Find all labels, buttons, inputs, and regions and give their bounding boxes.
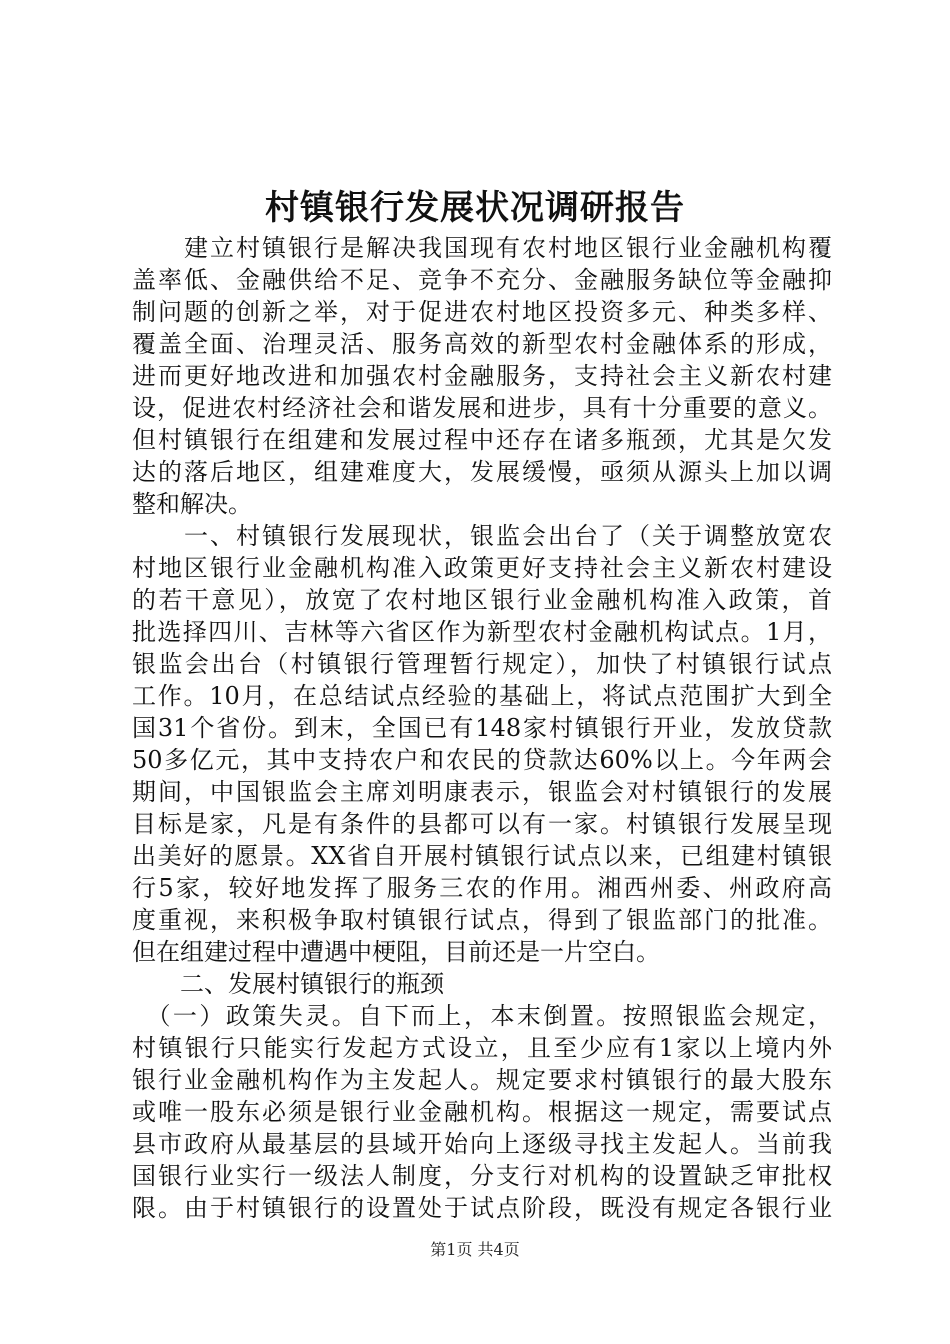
page-footer: 第1页 共4页 [430, 1240, 520, 1259]
body-line: 工作。10月，在总结试点经验的基础上，将试点范围扩大到全 [132, 682, 832, 710]
body-line: 出美好的愿景。XX省自开展村镇银行试点以来，已组建村镇银 [132, 842, 832, 870]
body-line: 行5家，较好地发挥了服务三农的作用。湘西州委、州政府高 [132, 874, 832, 902]
document-title: 村镇银行发展状况调研报告 [265, 188, 685, 228]
body-line: 期间，中国银监会主席刘明康表示，银监会对村镇银行的发展 [132, 778, 832, 806]
body-line: 县市政府从最基层的县域开始向上逐级寻找主发起人。当前我 [132, 1130, 832, 1158]
body-line: 银行业金融机构作为主发起人。规定要求村镇银行的最大股东 [132, 1066, 832, 1094]
body-line: 覆盖全面、治理灵活、服务高效的新型农村金融体系的形成， [132, 330, 832, 358]
body-line: 达的落后地区，组建难度大，发展缓慢，亟须从源头上加以调 [132, 458, 832, 486]
body-line: 银监会出台（村镇银行管理暂行规定），加快了村镇银行试点 [132, 650, 832, 678]
document-body [132, 232, 832, 1224]
body-line: （一）政策失灵。自下而上，本末倒置。按照银监会规定， [132, 1002, 832, 1030]
body-line: 二、发展村镇银行的瓶颈 [132, 970, 444, 998]
body-line: 批选择四川、吉林等六省区作为新型农村金融机构试点。1月， [132, 618, 832, 646]
body-line: 50多亿元，其中支持农户和农民的贷款达60%以上。今年两会 [132, 746, 832, 774]
body-line: 一、村镇银行发展现状，银监会出台了（关于调整放宽农 [132, 522, 832, 550]
body-line: 村镇银行只能实行发起方式设立，且至少应有1家以上境内外 [132, 1034, 832, 1062]
body-line: 但村镇银行在组建和发展过程中还存在诸多瓶颈，尤其是欠发 [132, 426, 832, 454]
body-line: 度重视，来积极争取村镇银行试点，得到了银监部门的批准。 [132, 906, 832, 934]
body-line: 国银行业实行一级法人制度，分支行对机构的设置缺乏审批权 [132, 1162, 832, 1190]
body-line: 进而更好地改进和加强农村金融服务，支持社会主义新农村建 [132, 362, 832, 390]
body-line: 限。由于村镇银行的设置处于试点阶段，既没有规定各银行业 [132, 1194, 832, 1222]
body-line: 国31个省份。到末，全国已有148家村镇银行开业，发放贷款 [132, 714, 832, 742]
body-line: 制问题的创新之举，对于促进农村地区投资多元、种类多样、 [132, 298, 832, 326]
body-line: 整和解决。 [132, 490, 252, 518]
body-line: 但在组建过程中遭遇中梗阻，目前还是一片空白。 [132, 938, 660, 966]
body-line: 设，促进农村经济社会和谐发展和进步，具有十分重要的意义。 [132, 394, 832, 422]
body-line: 目标是家，凡是有条件的县都可以有一家。村镇银行发展呈现 [132, 810, 832, 838]
body-line: 建立村镇银行是解决我国现有农村地区银行业金融机构覆 [132, 234, 832, 262]
body-line: 或唯一股东必须是银行业金融机构。根据这一规定，需要试点 [132, 1098, 832, 1126]
body-line: 村地区银行业金融机构准入政策更好支持社会主义新农村建设 [132, 554, 832, 582]
body-line: 盖率低、金融供给不足、竞争不充分、金融服务缺位等金融抑 [132, 266, 832, 294]
body-line: 的若干意见），放宽了农村地区银行业金融机构准入政策，首 [132, 586, 832, 614]
